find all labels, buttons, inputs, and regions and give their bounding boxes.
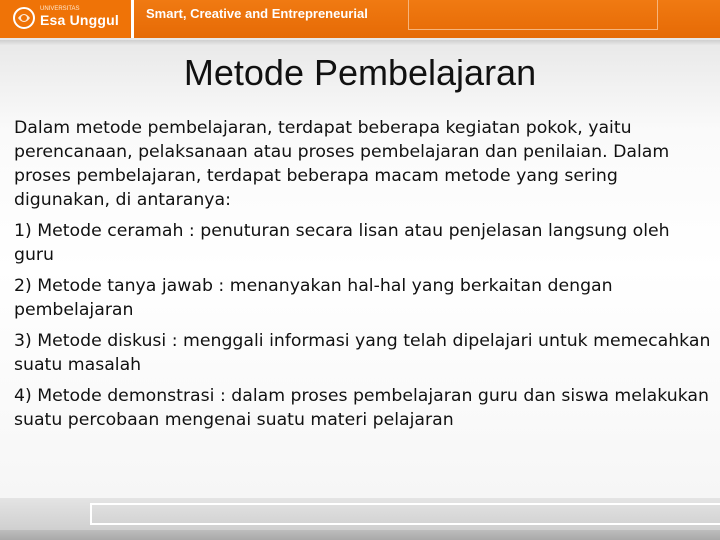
list-item-ceramah: 1) Metode ceramah : penuturan secara lisan atau penjelasan langsung oleh guru <box>14 221 670 265</box>
logo-name: Esa Unggul <box>40 12 120 28</box>
header-banner <box>0 0 720 38</box>
list-item-demonstrasi: 4) Metode demonstrasi : dalam proses pembelajaran guru dan siswa melakukan suatu percobaan mengenai suatu materi pelajaran <box>14 386 709 430</box>
slide-body <box>14 116 714 439</box>
intro-paragraph: Dalam metode pembelajaran, terdapat beberapa kegiatan pokok, yaitu perencanaan, pelaksanaan atau proses pembelajaran dan penilaian. Dalam proses pembelajaran, terdapat beberapa macam metode yang sering digunakan, di antaranya: <box>14 118 670 210</box>
header-frame-decoration <box>408 0 658 30</box>
university-logo <box>0 0 130 38</box>
footer-frame-decoration <box>90 503 720 525</box>
top-divider-line <box>0 40 720 46</box>
slide-title: Metode Pembelajaran <box>183 52 537 93</box>
globe-logo-icon <box>12 6 36 30</box>
footer-line <box>0 530 720 540</box>
list-item-diskusi: 3) Metode diskusi : menggali informasi yang telah dipelajari untuk memecahkan suatu masalah <box>14 331 711 375</box>
logo-subtitle: UNIVERSITAS <box>40 6 80 12</box>
tagline: Smart, Creative and Entrepreneurial <box>146 6 368 21</box>
list-item-tanya-jawab: 2) Metode tanya jawab : menanyakan hal-hal yang berkaitan dengan pembelajaran <box>14 276 613 320</box>
header-divider <box>131 0 134 38</box>
